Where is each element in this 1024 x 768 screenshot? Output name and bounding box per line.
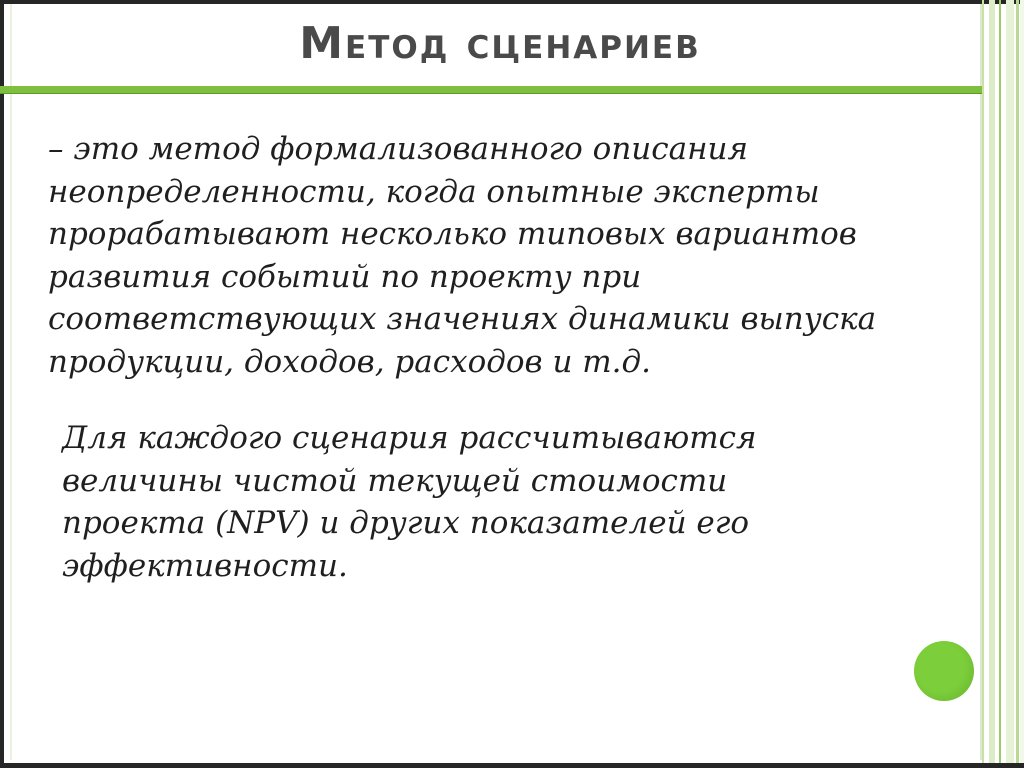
- decorative-stripe: [989, 0, 995, 768]
- decorative-stripe: [1016, 0, 1019, 768]
- decorative-stripe: [982, 0, 984, 768]
- decorative-stripe: [999, 0, 1001, 768]
- title-underline: [0, 86, 982, 93]
- npv-paragraph: Для каждого сценария рассчитываются величины чистой текущей стоимости проекта (NPV) и других показателей его эффективности.: [62, 420, 757, 584]
- frame-bottom-edge: [0, 763, 1024, 768]
- definition-paragraph: – это метод формализованного описания неопределенности, когда опытные эксперты прорабатывают несколько типовых вариантов развития событий по проекту при соответствующих значениях динамики выпуска продукции, доходов, расходов и т.д.: [48, 131, 877, 380]
- decorative-stripe: [1020, 0, 1024, 768]
- green-circle-decoration: [914, 641, 974, 701]
- decorative-stripe: [1006, 0, 1014, 768]
- frame-left-edge: [0, 0, 4, 768]
- slide-title: Метод сценариев: [299, 18, 701, 69]
